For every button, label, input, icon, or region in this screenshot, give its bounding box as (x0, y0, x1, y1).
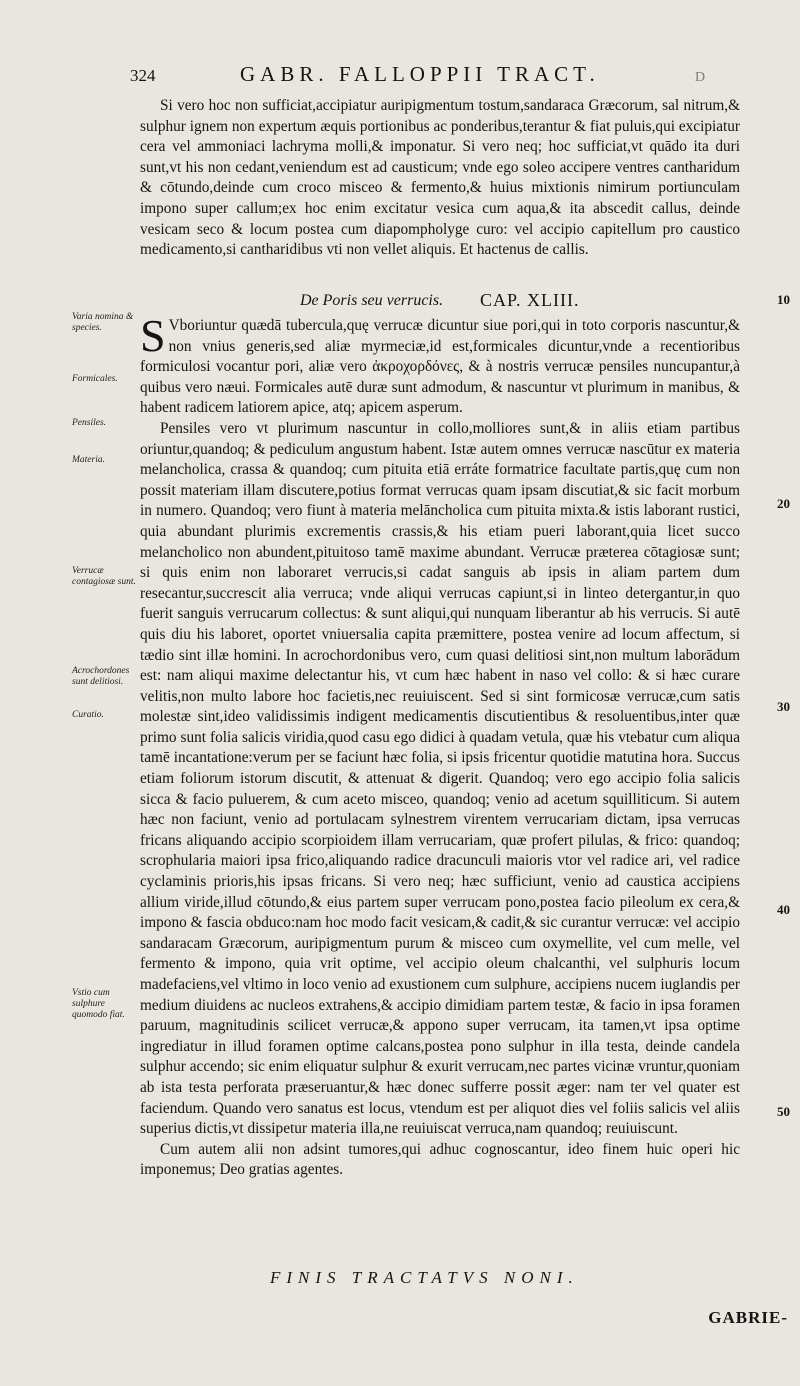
intro-text (140, 96, 740, 261)
line-number: 30 (777, 699, 790, 714)
page-number: 324 (130, 66, 156, 85)
chapter-heading (140, 290, 740, 314)
finis-line: FINIS TRACTATVS NONI. (270, 1268, 579, 1287)
running-title: GABR. FALLOPPII TRACT. (240, 62, 600, 86)
margin-note: Curatio. (72, 710, 104, 720)
margin-note: Formicales. (72, 374, 118, 384)
intro-paragraph: Si vero hoc non sufficiat,accipiatur auripigmentum tostum,sandaraca Græcorum, sal nitrum,& sulphur ignem non expertum æquis portionibus ac ponderibus,terantur & fiat puluis,qui excipiatur cera vel ammoniaci lachryma molli,& imponatur. Si vero neq; hoc sufficiat,vt quādo ita duri sunt,vt his non cedant,veniendum est ad causticum; vnde ego soleo accipere ventres cantharidum & cōtundo,deinde cum croco misceo & fermento,& huius mixtionis nimirum portiunculam impono super callum;ex hoc enim excitatur vesica cum aqua,& ita abscedit callus, deinde vesicam seco & locum postea cum diapompholyge curo: vel accipio capitellum pro caustico medicamento,si cantharidibus vti non vellet aliquis. Et hactenus de callis. (140, 97, 740, 259)
chapter-paragraph-3: Cum autem alii non adsint tumores,qui adhuc cognoscantur, ideo finem huic operi hic imponemus; Deo gratias agentes. (140, 1140, 740, 1179)
chapter-paragraph-2: Pensiles vero vt plurimum nascuntur in collo,molliores sunt,& in aliis etiam partibus oriuntur,quandoq; & pediculum angustum habent. Istæ autem omnes verrucæ nascūtur ex materia melancholica, crassa & quandoq; cum pituita etiā erráte formatrice facultate partis,quę cum non possit materiam illam discutere,potius format verrucas quam ipsam discutiat,& sic facit morbum in numero. Quandoq; vero fiunt à materia melāncholica cum pituita mixta.& istis laborant rustici, quia abundant plurimis excrementis crassis,& his etiam pueri laborant,quia licet succo melancholico non abundent,pituitoso tamē maxime abundant. Verrucæ præterea cōtagiosæ sunt; si quis enim non laboraret verrucis,si cadat sanguis ab ipsis in aliam partem dum resecantur,succrescit alia verruca; vnde aliqui verrucas capiunt,si in linteo detergantur,in quo fuerit sanguis verrucarum collectus: & sunt aliqui,qui nunquam liberantur ab his verrucis. Si autē quis diu his laboret, oportet vniuersalia capita præmittere, postea venire ad locum affectum, si tædio sint illæ homini. In acrochordonibus vero, cum quasi delitiosi sint,non multum laborādum est: nam aliqui maxime delectantur his, vt cum hæc habent in naso vel collo: & si hæc curare velitis,non multo labore hoc facietis,nec reuiuiscent. Sed si sint formicosæ verrucæ,cum satis molestæ sint,ideo validissimis indigent medicamentis discutientibus & resoluentibus,inter quæ primo sunt folia salicis viridia,quod casu ego didici à quadam vetula, quæ his vtebatur cum aliqua tamē incantatione:verum per se faciunt hæc folia, si ipsis fricentur quotidie matutina hora. Succus etiam foliorum istorum discutit, & attenuat & digerit. Quandoq; vero ego accipio folia salicis sicca & facio puluerem, & cum aceto misceo, quandoq; venio ad acetum squilliticum. Si autem hæc non faciunt, venio ad portulacam sylnestrem virentem verrucariam dictam, ipsa verrucas fricans aliquando accipio scorpioidem illam verrucariam, quæ profert pilulas, & frico: quandoq; scrophularia maiori ipsa frico,aliquando radice dracunculi maioris vtor vel radice ari, vel radice cyclaminis prioris,his ipsas fricans. Si vero neq; hæc sufficiunt, venio ad caustica accipiens allium viride,illud cōtundo,& eius partem super verrucam pono,postea facio pileolum ex cera,& impono & fascia obduco:nam hoc modo facit vesicam,& cadit,& sic curantur verrucæ: vel accipio sandaracam Græcorum, auripigmentum purum & misceo cum oxymellite, vel cum melle, vel fermento & impono, quia vrit optime, vel accipio oleum chalcanthi, vel sulphuris locum madefaciens,vel vltimo in loco venio ad exustionem cum sulphure, accipiens nucem iuglandis per medium diuidens ac nucleos extrahens,& accipio dimidiam partem testæ, & facio in ipsa foramen paruum, magnitudinis scilicet verrucæ,& appono super verrucam, ita tamen,vt ipsa optime ingrediatur in illud foramen optime calcans,postea pono sulphur in illa testa, deinde candela sulphur accendo; sic enim eliquatur sulphur & exurit verrucam,nec partes vicinæ vruntur,quoniam ab ista testa perforata præseruantur,& hæc donec sufferre possit æger: nam ter vel quater est faciendum. Quando vero sanatus est locus, vtendum est per aliquot dies vel foliis salicis vel aliis superius dictis,vt dissipetur materia illa,ne reuiuiscat verruca,nam quandoq; reuiuiscunt. (140, 419, 740, 1138)
chapter-number: CAP. XLIII. (480, 290, 580, 310)
page-header (130, 62, 740, 92)
margin-note: Materia. (72, 455, 105, 465)
line-number: 50 (777, 1104, 790, 1119)
line-number: 10 (777, 292, 790, 307)
margin-note: Varia nomina & species. (72, 312, 134, 333)
chapter-title: De Poris seu verrucis. (300, 292, 444, 309)
drop-capital: S (140, 310, 166, 361)
chapter-text (140, 310, 740, 1181)
line-number: 20 (777, 496, 790, 511)
corner-mark: D (695, 70, 706, 85)
margin-note: Vstio cum sulphure quomodo fiat. (72, 988, 125, 1020)
paragraph-text: Vboriuntur quædā tubercula,quę verrucæ dicuntur siue pori,qui in toto corporis nascuntur,& non vnius generis,sed aliæ myrmeciæ,id est,formicales dicuntur,vnde a recentioribus formiculosi vocantur pori, aliæ vero ἀκροχορδόνες, & à nostris verrucæ pensiles nuncupantur,à quibus vero næui. Formicales autē duræ sunt admodum, & nascuntur vt plurimum in manibus, & habent radicem latiorem apice, atq; apicem asperum. (140, 317, 740, 417)
line-number: 40 (777, 902, 790, 917)
catchword: GABRIE- (708, 1308, 788, 1327)
margin-note: Acrochordones sunt delitiosi. (72, 666, 130, 687)
chapter-paragraph-1 (140, 310, 740, 419)
margin-note: Verrucæ contagiosæ sunt. (72, 566, 136, 587)
margin-note: Pensiles. (72, 418, 107, 428)
